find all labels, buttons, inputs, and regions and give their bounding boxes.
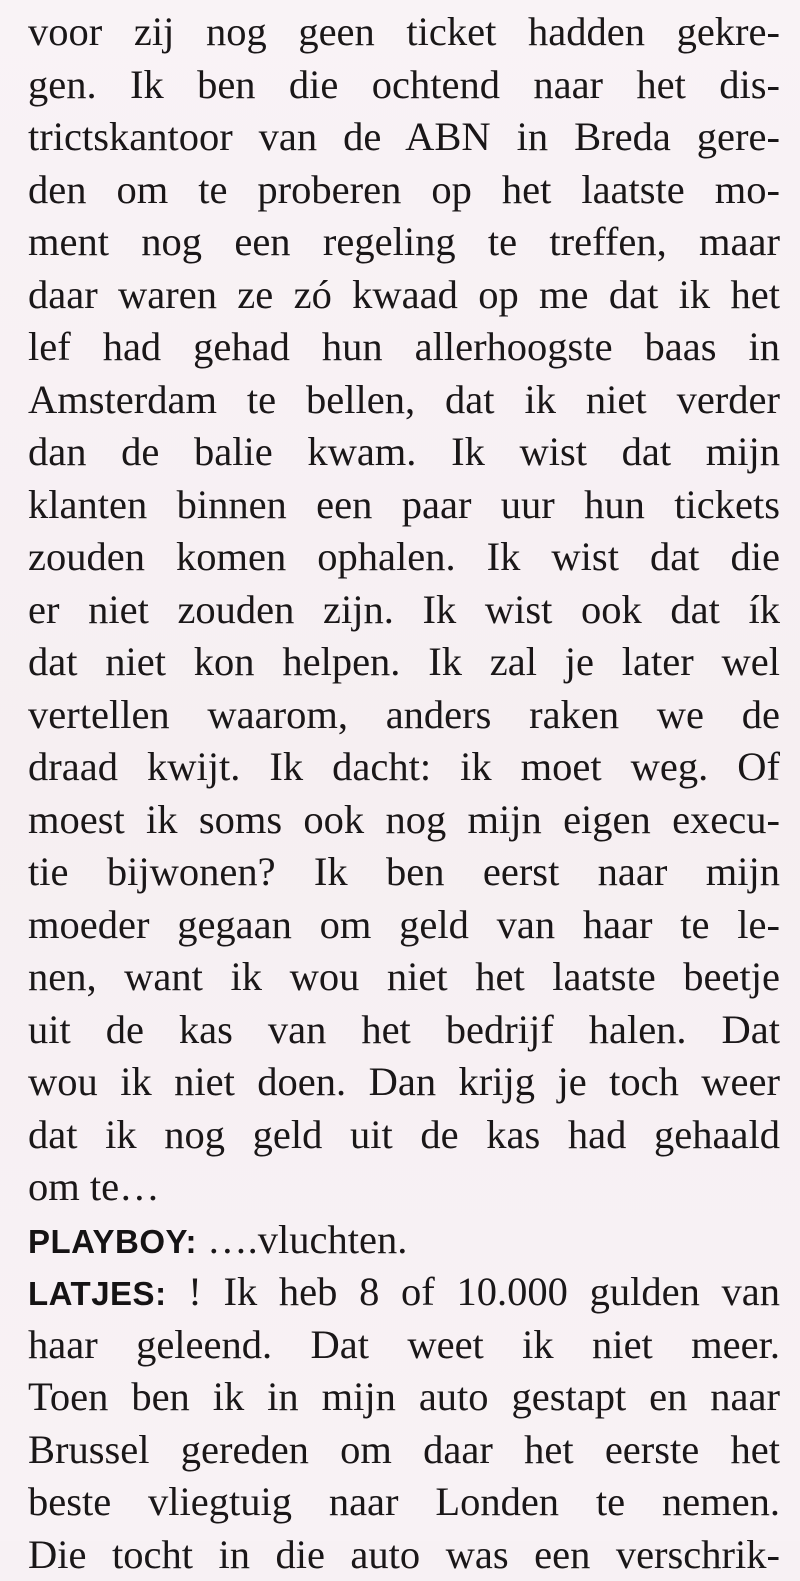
playboy-question-text: ….vluchten.	[197, 1217, 407, 1262]
playboy-question	[28, 1214, 800, 1267]
text-line: dat ik nog geld uit de kas had gehaald	[28, 1109, 780, 1162]
text-line: dan de balie kwam. Ik wist dat mijn	[28, 426, 780, 479]
text-line: dat niet kon helpen. Ik zal je later wel	[28, 636, 780, 689]
text-line: draad kwijt. Ik dacht: ik moet weg. Of	[28, 741, 780, 794]
text-line: Amsterdam te bellen, dat ik niet verder	[28, 374, 780, 427]
latjes-answer-text: ! Ik heb 8 of 10.000 gulden van	[167, 1269, 780, 1314]
text-line: voor zij nog geen ticket hadden gekre-	[28, 6, 780, 59]
latjes-answer-first-line	[28, 1266, 780, 1319]
text-line: moest ik soms ook nog mijn eigen execu-	[28, 794, 780, 847]
text-line: Toen ben ik in mijn auto gestapt en naar	[28, 1371, 780, 1424]
text-line: gen. Ik ben die ochtend naar het dis-	[28, 59, 780, 112]
text-line: lef had gehad hun allerhoogste baas in	[28, 321, 780, 374]
text-line: er niet zouden zijn. Ik wist ook dat ík	[28, 584, 780, 637]
text-line: daar waren ze zó kwaad op me dat ik het	[28, 269, 780, 322]
text-line: Die tocht in die auto was een verschrik-	[28, 1529, 780, 1581]
text-line: den om te proberen op het laatste mo-	[28, 164, 780, 217]
interview-text-column	[0, 6, 800, 1581]
text-line: beste vliegtuig naar Londen te nemen.	[28, 1476, 780, 1529]
text-line: ment nog een regeling te treffen, maar	[28, 216, 780, 269]
text-line: zouden komen ophalen. Ik wist dat die	[28, 531, 780, 584]
text-line: nen, want ik wou niet het laatste beetje	[28, 951, 780, 1004]
text-line: tie bijwonen? Ik ben eerst naar mijn	[28, 846, 780, 899]
text-line: uit de kas van het bedrijf halen. Dat	[28, 1004, 780, 1057]
text-line: klanten binnen een paar uur hun tickets	[28, 479, 780, 532]
text-line: vertellen waarom, anders raken we de	[28, 689, 780, 742]
text-line: wou ik niet doen. Dan krijg je toch weer	[28, 1056, 780, 1109]
speaker-label-latjes: LATJES:	[28, 1275, 167, 1312]
text-line: moeder gegaan om geld van haar te le-	[28, 899, 780, 952]
text-line: trictskantoor van de ABN in Breda gere-	[28, 111, 780, 164]
text-line: om te…	[28, 1161, 800, 1214]
speaker-label-playboy: PLAYBOY:	[28, 1223, 197, 1260]
text-line: Brussel gereden om daar het eerste het	[28, 1424, 780, 1477]
text-line: haar geleend. Dat weet ik niet meer.	[28, 1319, 780, 1372]
